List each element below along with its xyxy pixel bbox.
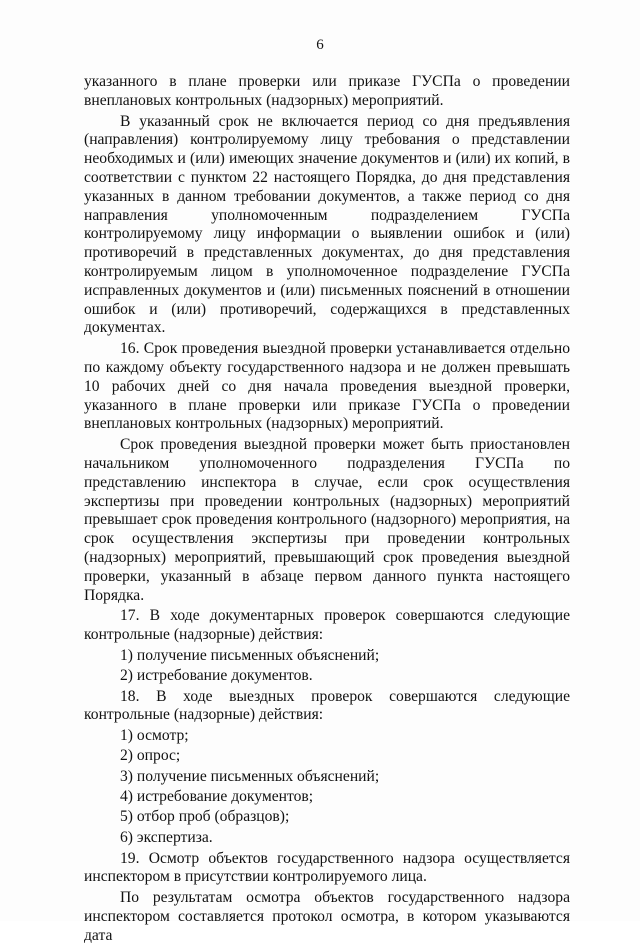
paragraph-17: 17. В ходе документарных проверок совершаются следующие контрольные (надзорные) действия:	[84, 607, 570, 644]
paragraph-19: 19. Осмотр объектов государственного надзора осуществляется инспектором в присутствии контролируемого лица.	[84, 849, 570, 886]
list-item: 5) отбор проб (образцов);	[120, 808, 290, 826]
list-item: 3) получение письменных объяснений;	[120, 767, 380, 785]
paragraph-suspension: Срок проведения выездной проверки может быть приостановлен начальником уполномоченного подразделения ГУСПа по представлению инспектора в случае, если срок осуществления экспертизы при проведении контрольных (надзорных) мероприятий превышает срок проведения контрольного (надзорного) мероприятия, на срок осуществления экспертизы при проведении контрольных (надзорных) мероприятий, превышающий срок проведения выездной проверки, указанный в абзаце первом данного пункта настоящего Порядка.	[84, 436, 570, 604]
list-item: 6) экспертиза.	[120, 828, 213, 846]
paragraph-excluded-period: В указанный срок не включается период со дня предъявления (направления) контролируемому лицу требования о представлении необходимых и (или) имеющих значение документов и (или) их копий, в соответствии с пунктом 22 настоящего Порядка, до дня представления указанных в данном требовании документов, а также период со дня направления уполномоченным подразделением ГУСПа контролируемому лицу информации о выявлении ошибок и (или) противоречий в представленных документах, до дня представления контролируемым лицом в уполномоченное подразделение ГУСПа исправленных документов и (или) письменных пояснений в отношении ошибок и (или) противоречий, содержащихся в представленных документах.	[84, 112, 570, 337]
list-item: 1) получение письменных объяснений;	[120, 646, 380, 664]
list-item: 2) истребование документов.	[120, 666, 313, 684]
list-item: 1) осмотр;	[120, 726, 189, 744]
paragraph-continuation: указанного в плане проверки или приказе ГУСПа о проведении внеплановых контрольных (надзорных) мероприятий.	[84, 73, 570, 109]
document-body	[84, 73, 570, 946]
list-item: 2) опрос;	[120, 747, 181, 765]
page-number: 6	[316, 37, 324, 53]
paragraph-inspection-protocol: По результатам осмотра объектов государственного надзора инспектором составляется протокол осмотра, в котором указываются дата	[84, 889, 570, 944]
paragraph-16: 16. Срок проведения выездной проверки устанавливается отдельно по каждому объекту государственного надзора и не должен превышать 10 рабочих дней со дня начала проведения выездной проверки, указанного в плане проверки или приказе ГУСПа о проведении внеплановых контрольных (надзорных) мероприятий.	[84, 340, 570, 433]
list-item: 4) истребование документов;	[120, 788, 314, 806]
paragraph-18: 18. В ходе выездных проверок совершаются следующие контрольные (надзорные) действия:	[84, 687, 570, 724]
